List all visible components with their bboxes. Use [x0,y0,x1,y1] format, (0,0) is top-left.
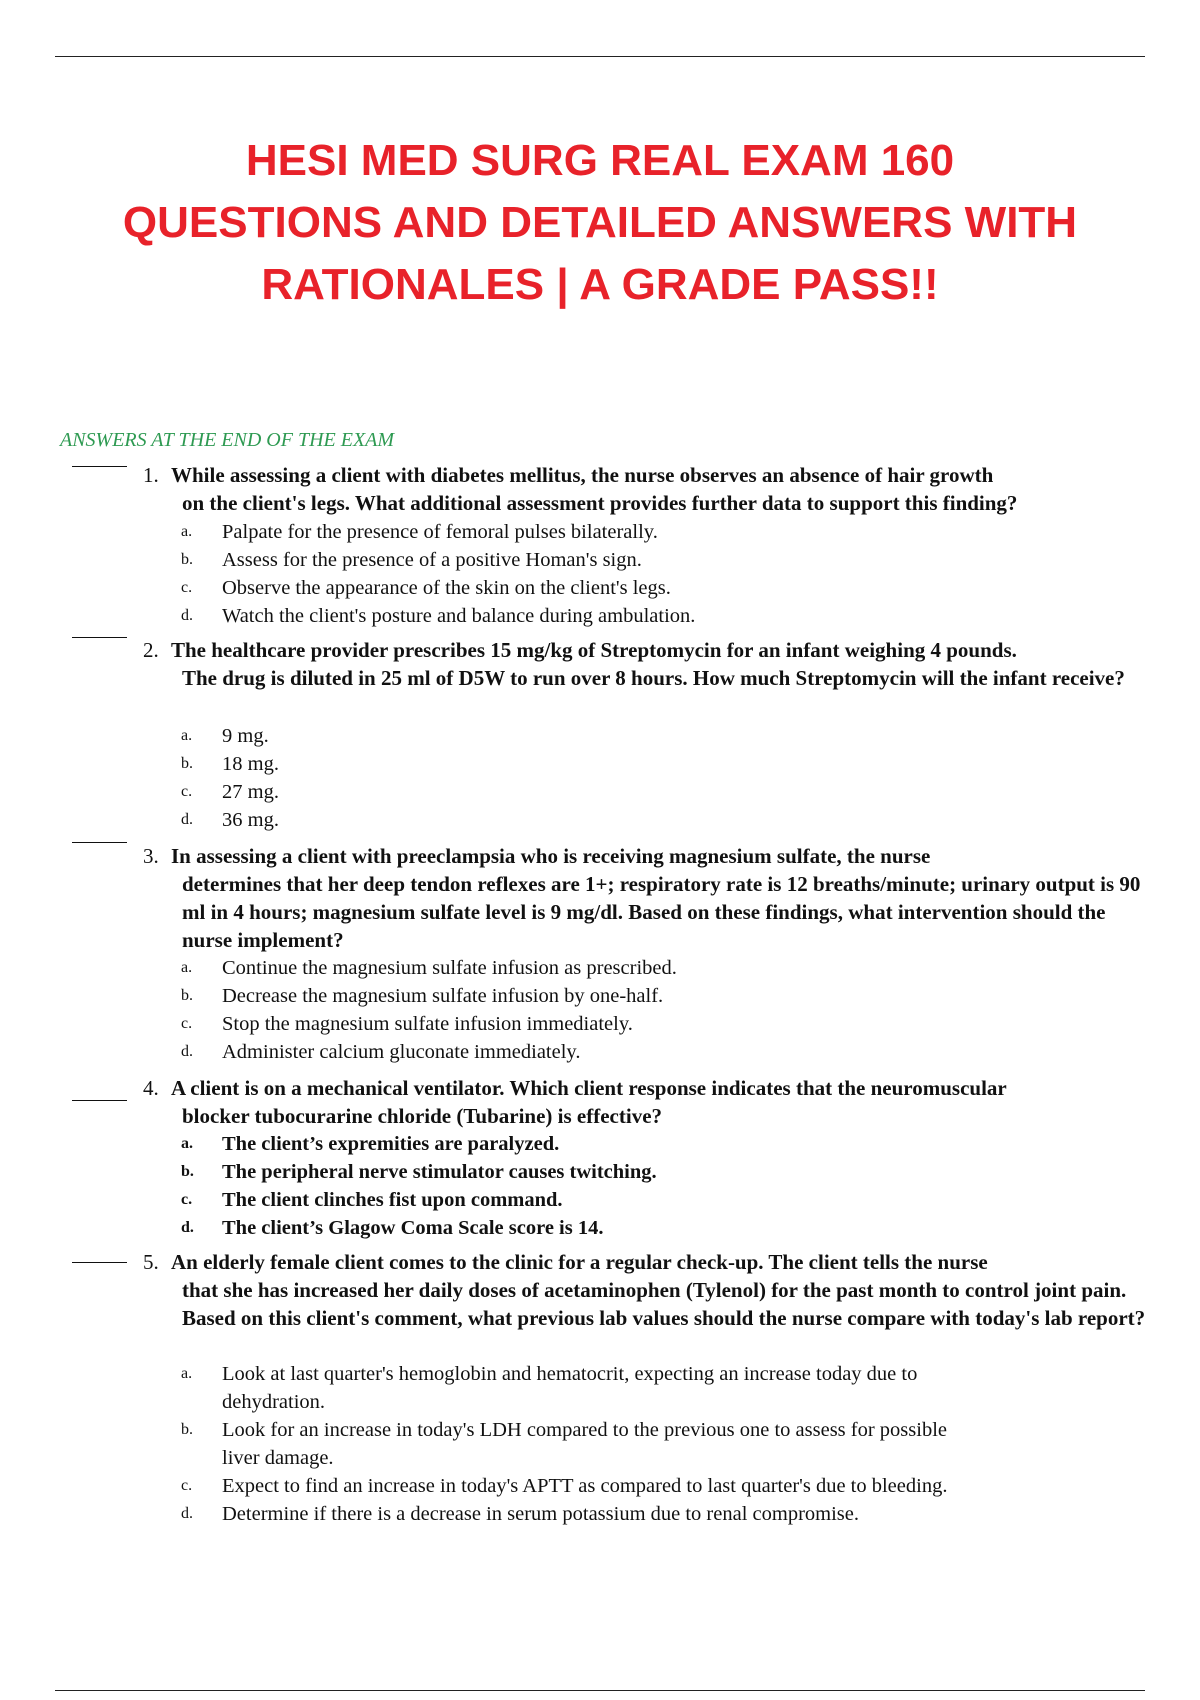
option-letter: a. [181,523,193,540]
option [181,574,1041,602]
option-letter: c. [181,783,193,800]
question-stem [143,636,1153,692]
option [181,1360,981,1416]
options-list [181,954,1041,1066]
option-text: The client clinches fist upon command. [222,1189,563,1211]
stem-rest: that she has increased her daily doses of acetaminophen (Tylenol) for the past month to control joint pain. Based on this client's comment, what previous lab values should the nurse compare with today's lab report? [182,1278,1146,1330]
answer-blank[interactable] [72,842,127,843]
title-line-3: RATIONALES | A GRADE PASS!! [261,260,939,309]
question-number: 3. [143,844,159,868]
option-letter: d. [181,811,193,828]
option-letter: a. [181,959,193,976]
option-text: Watch the client's posture and balance during ambulation. [222,605,696,627]
stem-line-1: An elderly female client comes to the clinic for a regular check-up. The client tells the nurse [171,1250,988,1274]
option [181,1130,1041,1158]
option-text: The client’s expremities are paralyzed. [222,1133,560,1155]
option [181,518,1041,546]
option-letter: c. [181,579,193,596]
option [181,1472,981,1500]
question-stem [143,842,1153,954]
title-line-1: HESI MED SURG REAL EXAM 160 [245,136,955,185]
top-rule [55,56,1145,57]
answer-blank[interactable] [72,466,127,467]
bottom-rule [55,1690,1145,1691]
option [181,1010,1041,1038]
stem-rest: The drug is diluted in 25 ml of D5W to run over 8 hours. How much Streptomycin will the infant receive? [182,666,1125,690]
option-letter: b. [181,987,193,1004]
stem-rest: on the client's legs. What additional assessment provides further data to support this finding? [182,491,1018,515]
option-text: 18 mg. [222,753,279,775]
answer-blank[interactable] [72,637,127,638]
option-text: Decrease the magnesium sulfate infusion by one-half. [222,985,664,1007]
option-letter: d. [181,1505,193,1522]
option [181,602,1041,630]
option-text: Observe the appearance of the skin on the client's legs. [222,577,671,599]
question-number: 2. [143,638,159,662]
option-letter: a. [181,1365,193,1382]
question-stem [143,1248,1153,1332]
question-number: 4. [143,1076,159,1100]
document-title [40,130,1160,316]
option [181,1214,1041,1242]
options-list [181,1360,981,1528]
option-text: Determine if there is a decrease in serum potassium due to renal compromise. [222,1503,859,1525]
option-text: Look at last quarter's hemoglobin and hematocrit, expecting an increase today due to dehydration. [222,1363,918,1413]
answers-note: ANSWERS AT THE END OF THE EXAM [60,429,395,451]
option-text: Stop the magnesium sulfate infusion immediately. [222,1013,633,1035]
question-stem [143,1074,1153,1130]
answer-blank[interactable] [72,1262,127,1263]
option [181,750,1041,778]
option-letter: b. [181,755,193,772]
option-text: The client’s Glagow Coma Scale score is 14. [222,1217,604,1239]
option [181,806,1041,834]
options-list [181,518,1041,630]
option-letter: a. [181,727,193,744]
question-number: 5. [143,1250,159,1274]
option-letter: d. [181,1043,193,1060]
option [181,1186,1041,1214]
options-list [181,1130,1041,1242]
option-text: Continue the magnesium sulfate infusion as prescribed. [222,957,677,979]
option-letter: c. [181,1015,193,1032]
option-letter: d. [181,607,193,624]
stem-line-1: A client is on a mechanical ventilator. Which client response indicates that the neuromuscular [171,1076,1007,1100]
option [181,954,1041,982]
option-text: 27 mg. [222,781,279,803]
option-text: 36 mg. [222,809,279,831]
question-number: 1. [143,463,159,487]
stem-rest: blocker tubocurarine chloride (Tubarine) is effective? [182,1104,663,1128]
question-stem [143,461,1153,517]
option [181,778,1041,806]
stem-line-1: While assessing a client with diabetes mellitus, the nurse observes an absence of hair growth [171,463,994,487]
option [181,982,1041,1010]
option-text: Palpate for the presence of femoral pulses bilaterally. [222,521,658,543]
options-list [181,722,1041,834]
stem-line-1: The healthcare provider prescribes 15 mg/kg of Streptomycin for an infant weighing 4 pounds. [171,638,1017,662]
option [181,1500,981,1528]
answer-blank[interactable] [72,1100,127,1101]
option-letter: b. [181,1163,194,1180]
option [181,722,1041,750]
option [181,546,1041,574]
option-text: Look for an increase in today's LDH compared to the previous one to assess for possible liver damage. [222,1419,947,1469]
option-text: 9 mg. [222,725,269,747]
option [181,1416,981,1472]
option-text: Expect to find an increase in today's APTT as compared to last quarter's due to bleeding. [222,1475,948,1497]
option-letter: c. [181,1191,193,1208]
option-text: The peripheral nerve stimulator causes twitching. [222,1161,657,1183]
option-letter: c. [181,1477,193,1494]
option-text: Assess for the presence of a positive Homan's sign. [222,549,642,571]
title-line-2: QUESTIONS AND DETAILED ANSWERS WITH [122,198,1078,247]
option-letter: b. [181,551,193,568]
option [181,1038,1041,1066]
option-letter: b. [181,1421,193,1438]
option-letter: a. [181,1135,193,1152]
option [181,1158,1041,1186]
option-letter: d. [181,1219,194,1236]
option-text: Administer calcium gluconate immediately. [222,1041,581,1063]
stem-rest: determines that her deep tendon reflexes are 1+; respiratory rate is 12 breaths/minute; urinary output is 90 ml in 4 hours; magnesium sulfate level is 9 mg/dl. Based on these findings, what intervention should the nurse implement? [182,872,1141,952]
stem-line-1: In assessing a client with preeclampsia who is receiving magnesium sulfate, the nurse [171,844,931,868]
